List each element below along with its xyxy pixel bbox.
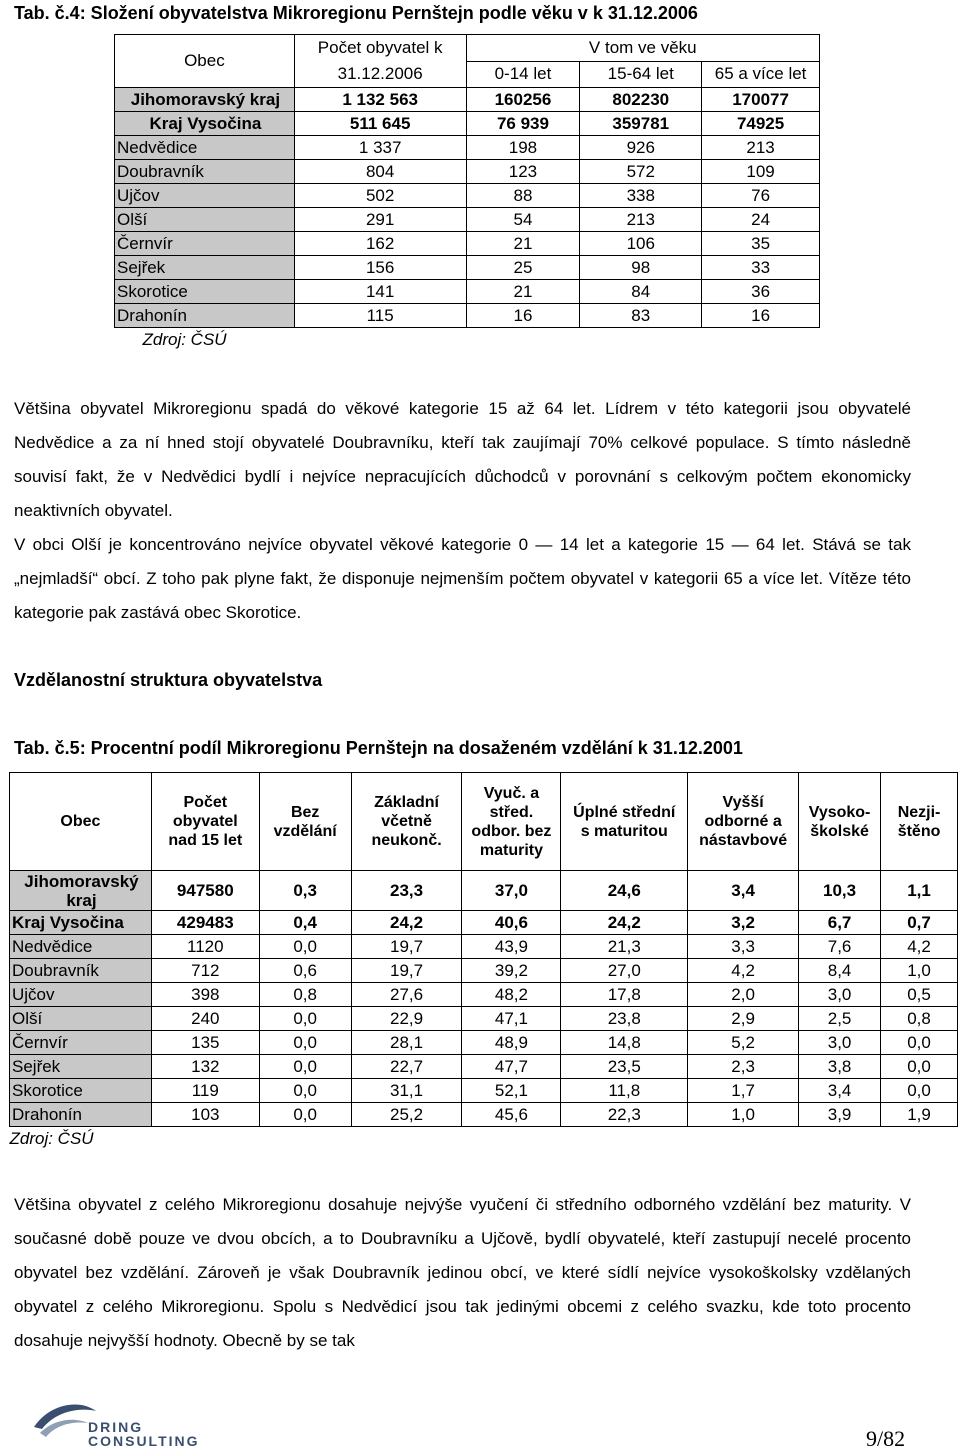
header-age-65: 65 a více let [702, 61, 820, 88]
table-cell: 0,5 [881, 983, 958, 1007]
table-cell: 7,6 [799, 935, 881, 959]
table-cell: 22,9 [351, 1007, 462, 1031]
table-cell: 21 [466, 232, 580, 256]
table-cell: 0,8 [259, 983, 351, 1007]
logo-text-consulting: CONSULTING [88, 1433, 200, 1449]
table2-caption: Tab. č.5: Procentní podíl Mikroregionu Pernštejn na dosaženém vzdělání k 31.12.2001 [14, 738, 743, 758]
table-cell: 0,0 [259, 1079, 351, 1103]
table-cell: 4,2 [688, 959, 799, 983]
table-cell: 37,0 [462, 871, 561, 911]
header-age-group: V tom ve věku [466, 35, 819, 62]
table-cell: 1,9 [881, 1103, 958, 1127]
table-cell: 2,9 [688, 1007, 799, 1031]
table-cell: 48,2 [462, 983, 561, 1007]
row-municipality: Olší [10, 1007, 152, 1031]
table-cell: 45,6 [462, 1103, 561, 1127]
table-cell: 47,1 [462, 1007, 561, 1031]
column-header: Nezji-štěno [881, 773, 958, 871]
row-municipality: Sejřek [115, 256, 295, 280]
table-cell: 1,7 [688, 1079, 799, 1103]
table-cell: 40,6 [462, 911, 561, 935]
table-row [10, 1055, 958, 1079]
table-cell: 160256 [466, 88, 580, 112]
column-header: Úplné střední s maturitou [561, 773, 688, 871]
table-cell: 3,3 [688, 935, 799, 959]
header-obec: Obec [115, 35, 295, 88]
header-population: Počet obyvatel k 31.12.2006 [294, 35, 466, 88]
table-cell: 2,3 [688, 1055, 799, 1079]
table-cell: 240 [151, 1007, 259, 1031]
table-cell: 162 [294, 232, 466, 256]
table-cell: 76 [702, 184, 820, 208]
table-cell: 156 [294, 256, 466, 280]
table-cell: 17,8 [561, 983, 688, 1007]
table-cell: 84 [580, 280, 702, 304]
table-row [115, 280, 820, 304]
table-cell: 0,0 [259, 1103, 351, 1127]
paragraph-age [14, 392, 911, 630]
table-cell: 0,3 [259, 871, 351, 911]
column-header: Základní včetně neukonč. [351, 773, 462, 871]
table-cell: 10,3 [799, 871, 881, 911]
table-cell: 16 [466, 304, 580, 328]
dring-consulting-logo [30, 1397, 200, 1451]
table-row [115, 184, 820, 208]
paragraph-education-text: Většina obyvatel z celého Mikroregionu dosahuje nejvýše vyučení či středního odborného vzdělání bez maturity. V současné době pouze ve dvou obcích, a to Doubravníku a Ujčově, bydlí obyvatelé, kteří zastupují necelé procento obyvatel bez vzdělání. Zároveň je však Doubravník jedinou obcí, ve které sídlí nejvíce vysokoškolsky vzdělaných obyvatel z celého Mikroregionu. Spolu s Nedvědicí jsou tak jedinými obcemi z celého svazku, kde toto procento dosahuje nejvyšší hodnoty. Obecně by se tak [14, 1195, 911, 1350]
row-municipality: Kraj Vysočina [10, 911, 152, 935]
table-cell: 198 [466, 136, 580, 160]
column-header: Bez vzdělání [259, 773, 351, 871]
table-cell: 2,5 [799, 1007, 881, 1031]
table-cell: 135 [151, 1031, 259, 1055]
row-municipality: Černvír [115, 232, 295, 256]
table-cell: 48,9 [462, 1031, 561, 1055]
table-cell: 712 [151, 959, 259, 983]
logo-text-dring: DRING [88, 1419, 144, 1435]
row-municipality: Skorotice [115, 280, 295, 304]
table-cell: 5,2 [688, 1031, 799, 1055]
table-cell: 398 [151, 983, 259, 1007]
table-row [10, 935, 958, 959]
table-cell: 0,0 [259, 1007, 351, 1031]
page-number: 9/82 [866, 1426, 906, 1451]
table-cell: 1 337 [294, 136, 466, 160]
row-municipality: Nedvědice [115, 136, 295, 160]
section-heading: Vzdělanostní struktura obyvatelstva [14, 670, 323, 690]
row-municipality: Drahonín [115, 304, 295, 328]
table-cell: 109 [702, 160, 820, 184]
table-cell: 0,0 [881, 1055, 958, 1079]
table-cell: 511 645 [294, 112, 466, 136]
header-age-15-64: 15-64 let [580, 61, 702, 88]
table-cell: 141 [294, 280, 466, 304]
table1-caption: Tab. č.4: Složení obyvatelstva Mikroregionu Pernštejn podle věku v k 31.12.2006 [14, 3, 698, 23]
table-cell: 429483 [151, 911, 259, 935]
table-cell: 27,6 [351, 983, 462, 1007]
table-cell: 23,3 [351, 871, 462, 911]
row-municipality: Skorotice [10, 1079, 152, 1103]
table-cell: 25 [466, 256, 580, 280]
table-cell: 0,0 [259, 935, 351, 959]
table-row [10, 959, 958, 983]
table-cell: 103 [151, 1103, 259, 1127]
table-cell: 170077 [702, 88, 820, 112]
column-header: Vysoko-školské [799, 773, 881, 871]
table-cell: 1,0 [688, 1103, 799, 1127]
table-cell: 52,1 [462, 1079, 561, 1103]
table-cell: 36 [702, 280, 820, 304]
table-cell: 123 [466, 160, 580, 184]
column-header: Vyšší odborné a nástavbové [688, 773, 799, 871]
table-cell: 338 [580, 184, 702, 208]
table-cell: 3,0 [799, 1031, 881, 1055]
table-cell: 3,0 [799, 983, 881, 1007]
table-cell: 24,2 [561, 911, 688, 935]
table-row [115, 232, 820, 256]
table-cell: 39,2 [462, 959, 561, 983]
row-municipality: Drahonín [10, 1103, 152, 1127]
table-row [115, 88, 820, 112]
table-row [115, 160, 820, 184]
header-age-0-14: 0-14 let [466, 61, 580, 88]
table-row [10, 1079, 958, 1103]
row-municipality: Doubravník [115, 160, 295, 184]
table-cell: 213 [702, 136, 820, 160]
column-header: Počet obyvatel nad 15 let [151, 773, 259, 871]
paragraph-age-1: Většina obyvatel Mikroregionu spadá do věkové kategorie 15 až 64 let. Lídrem v této kategorii jsou obyvatelé Nedvědice a za ní hned stojí obyvatelé Doubravníku, kteří tak zaujímají 70% celkové populace. S tímto následně souvisí fakt, že v Nedvědici bydlí i nejvíce nepracujících důchodců v porovnání s celkovým počtem ekonomicky neaktivních obyvatel. [14, 399, 911, 520]
table-cell: 24 [702, 208, 820, 232]
table-row [10, 1103, 958, 1127]
table-cell: 359781 [580, 112, 702, 136]
table-cell: 98 [580, 256, 702, 280]
table-row [115, 304, 820, 328]
table-cell: 83 [580, 304, 702, 328]
table-cell: 54 [466, 208, 580, 232]
row-municipality: Jihomoravský kraj [10, 871, 152, 911]
table-cell: 3,4 [688, 871, 799, 911]
table-cell: 43,9 [462, 935, 561, 959]
table-cell: 3,2 [688, 911, 799, 935]
table-row [115, 208, 820, 232]
table-cell: 22,3 [561, 1103, 688, 1127]
paragraph-age-2: V obci Olší je koncentrováno nejvíce obyvatel věkové kategorie 0 — 14 let a kategorie 15 — 64 let. Stává se tak „nejmladší“ obcí. Z toho pak plyne fakt, že disponuje nejmenším počtem obyvatel v kategorii 65 a více let. Vítěze této kategorie pak zastává obec Skorotice. [14, 535, 911, 622]
table-cell: 33 [702, 256, 820, 280]
row-municipality: Nedvědice [10, 935, 152, 959]
table-cell: 19,7 [351, 935, 462, 959]
table-row [10, 871, 958, 911]
row-municipality: Ujčov [115, 184, 295, 208]
table-cell: 74925 [702, 112, 820, 136]
table-cell: 16 [702, 304, 820, 328]
table-row [10, 983, 958, 1007]
table-cell: 3,8 [799, 1055, 881, 1079]
table-cell: 0,0 [259, 1031, 351, 1055]
table-cell: 1,1 [881, 871, 958, 911]
table-row [10, 911, 958, 935]
table-cell: 213 [580, 208, 702, 232]
table-cell: 28,1 [351, 1031, 462, 1055]
table-cell: 76 939 [466, 112, 580, 136]
table-cell: 0,0 [881, 1079, 958, 1103]
table-cell: 1 132 563 [294, 88, 466, 112]
table-cell: 926 [580, 136, 702, 160]
table-cell: 291 [294, 208, 466, 232]
table-row [115, 136, 820, 160]
table-cell: 25,2 [351, 1103, 462, 1127]
table-cell: 23,8 [561, 1007, 688, 1031]
table-cell: 1120 [151, 935, 259, 959]
table-cell: 0,4 [259, 911, 351, 935]
table-cell: 19,7 [351, 959, 462, 983]
table-cell: 502 [294, 184, 466, 208]
table-cell: 8,4 [799, 959, 881, 983]
table-cell: 1,0 [881, 959, 958, 983]
table-cell: 14,8 [561, 1031, 688, 1055]
table2-source: Zdroj: ČSÚ [9, 1128, 94, 1148]
table-cell: 119 [151, 1079, 259, 1103]
table-row [115, 112, 820, 136]
table1-source: Zdroj: ČSÚ [115, 328, 820, 352]
row-municipality: Ujčov [10, 983, 152, 1007]
table-cell: 21 [466, 280, 580, 304]
table-cell: 804 [294, 160, 466, 184]
table-row [115, 256, 820, 280]
table-row [10, 1007, 958, 1031]
paragraph-education [14, 1188, 911, 1358]
table-cell: 947580 [151, 871, 259, 911]
table-cell: 3,9 [799, 1103, 881, 1127]
table-cell: 35 [702, 232, 820, 256]
table-cell: 6,7 [799, 911, 881, 935]
table-cell: 24,6 [561, 871, 688, 911]
table-cell: 0,0 [881, 1031, 958, 1055]
table-cell: 0,8 [881, 1007, 958, 1031]
table-cell: 11,8 [561, 1079, 688, 1103]
table-cell: 24,2 [351, 911, 462, 935]
table-cell: 572 [580, 160, 702, 184]
row-municipality: Sejřek [10, 1055, 152, 1079]
table-cell: 0,7 [881, 911, 958, 935]
row-municipality: Olší [115, 208, 295, 232]
table-cell: 23,5 [561, 1055, 688, 1079]
table-cell: 115 [294, 304, 466, 328]
row-municipality: Černvír [10, 1031, 152, 1055]
table-cell: 27,0 [561, 959, 688, 983]
table-cell: 0,6 [259, 959, 351, 983]
table-cell: 132 [151, 1055, 259, 1079]
table-cell: 802230 [580, 88, 702, 112]
table-cell: 47,7 [462, 1055, 561, 1079]
row-municipality: Jihomoravský kraj [115, 88, 295, 112]
table-row [10, 1031, 958, 1055]
column-header: Obec [10, 773, 152, 871]
table-cell: 0,0 [259, 1055, 351, 1079]
table-cell: 4,2 [881, 935, 958, 959]
table-cell: 106 [580, 232, 702, 256]
row-municipality: Doubravník [10, 959, 152, 983]
table-cell: 2,0 [688, 983, 799, 1007]
table-cell: 22,7 [351, 1055, 462, 1079]
column-header: Vyuč. a střed. odbor. bez maturity [462, 773, 561, 871]
table-cell: 88 [466, 184, 580, 208]
table-cell: 3,4 [799, 1079, 881, 1103]
table-cell: 31,1 [351, 1079, 462, 1103]
row-municipality: Kraj Vysočina [115, 112, 295, 136]
age-structure-table [114, 34, 820, 351]
table-cell: 21,3 [561, 935, 688, 959]
education-table [9, 772, 958, 1150]
